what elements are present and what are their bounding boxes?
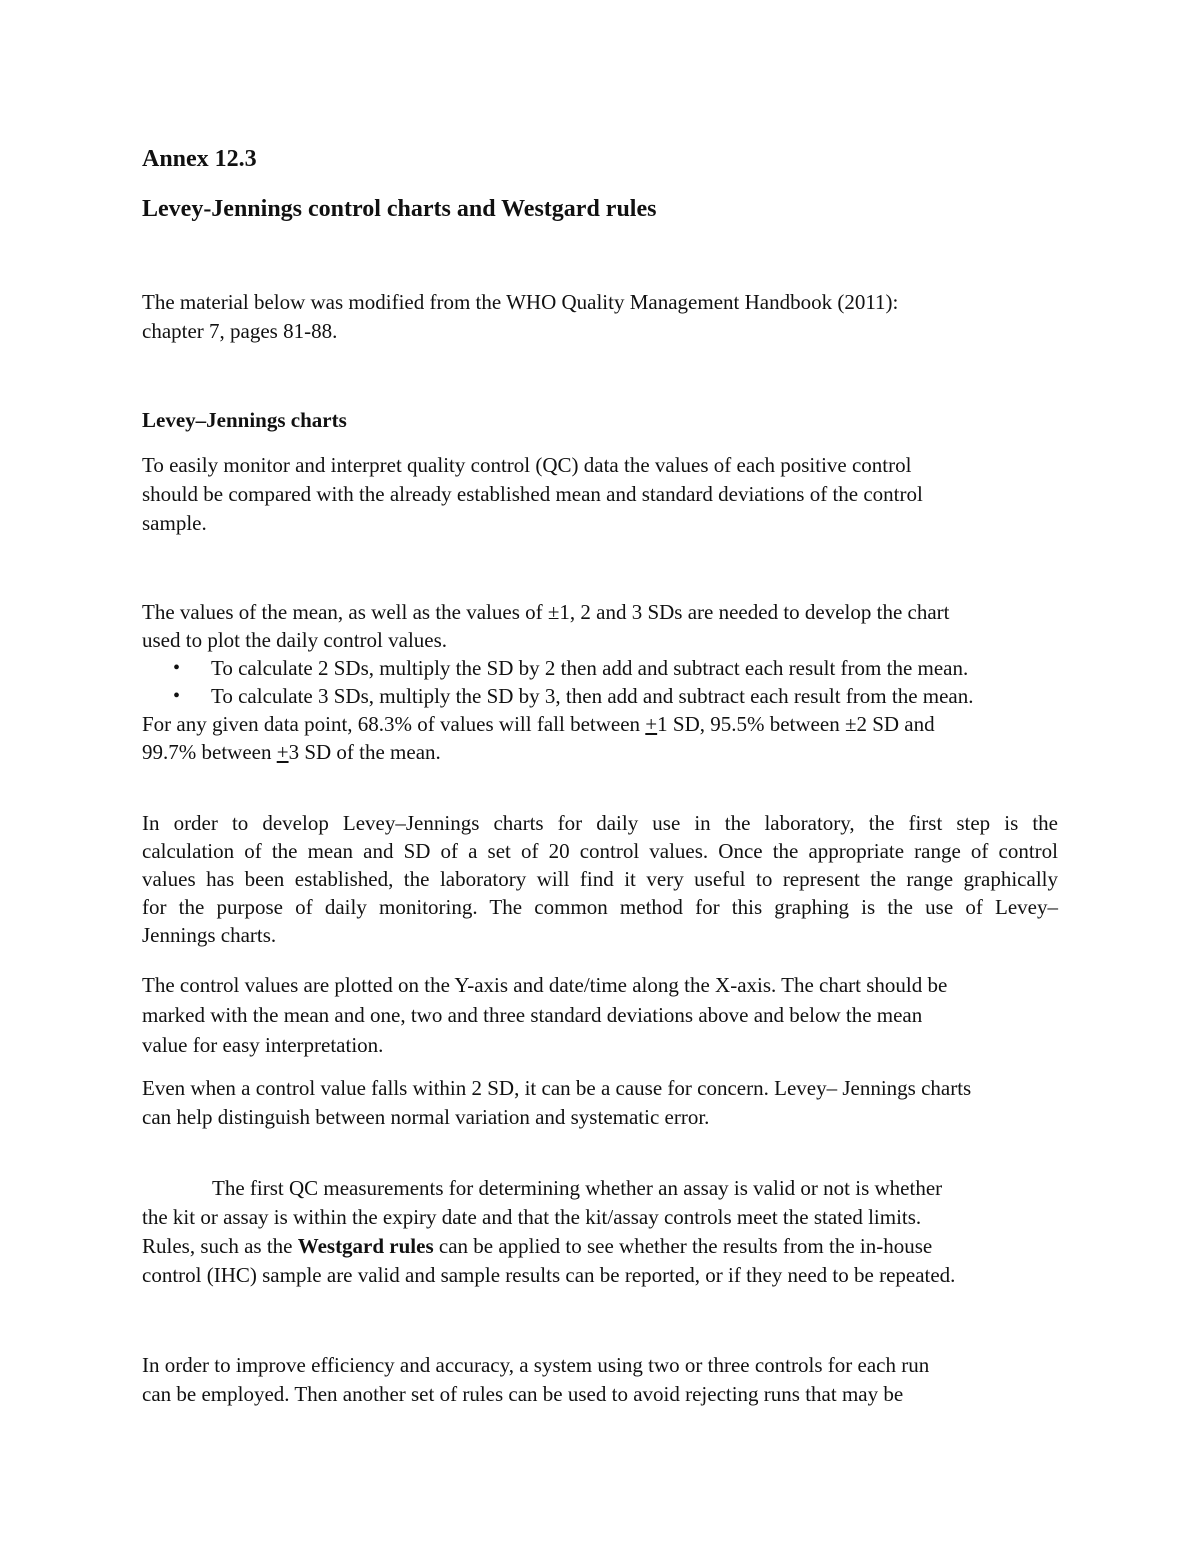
paragraph-4-line-5: Jennings charts.: [142, 923, 277, 947]
annex-number: Annex 12.3: [142, 146, 257, 172]
paragraph-3-text: 1 SD, 95.5% between ±2 SD and: [657, 712, 935, 736]
paragraph-6-line-2: can help distinguish between normal variation and systematic error.: [142, 1105, 710, 1129]
paragraph-7-line-4: control (IHC) sample are valid and sample results can be reported, or if they need to be repeated.: [142, 1263, 956, 1287]
page-title: Levey-Jennings control charts and Westgard rules: [142, 196, 657, 222]
plus-minus-symbol: +: [276, 740, 289, 764]
paragraph-7-line-1: The first QC measurements for determining whether an assay is valid or not is whether: [212, 1176, 943, 1200]
paragraph-1-line-3: sample.: [142, 511, 207, 535]
bullet-marker: •: [173, 657, 181, 679]
paragraph-4-line-4: for the purpose of daily monitoring. The common method for this graphing is the use of Levey–: [142, 895, 1058, 919]
paragraph-8-line-2: can be employed. Then another set of rules can be used to avoid rejecting runs that may be: [142, 1382, 904, 1406]
paragraph-5-line-2: marked with the mean and one, two and three standard deviations above and below the mean: [142, 1003, 923, 1027]
paragraph-3-text: For any given data point, 68.3% of values will fall between: [142, 712, 646, 736]
paragraph-3-text: 99.7% between: [142, 740, 277, 764]
paragraph-2-line-2: used to plot the daily control values.: [142, 628, 448, 652]
bullet-item-1: To calculate 2 SDs, multiply the SD by 2 then add and subtract each result from the mean.: [211, 656, 969, 680]
paragraph-7-text: Rules, such as the: [142, 1234, 298, 1258]
bullet-item-2: To calculate 3 SDs, multiply the SD by 3, then add and subtract each result from the mean.: [211, 684, 974, 708]
paragraph-1-line-1: To easily monitor and interpret quality control (QC) data the values of each positive control: [142, 453, 912, 477]
paragraph-3-line-1: [142, 711, 935, 738]
paragraph-7-text: can be applied to see whether the results from the in-house: [433, 1234, 933, 1258]
section-heading: Levey–Jennings charts: [142, 408, 347, 432]
paragraph-5-line-1: The control values are plotted on the Y-axis and date/time along the X-axis. The chart should be: [142, 973, 948, 997]
paragraph-5-line-3: value for easy interpretation.: [142, 1033, 384, 1057]
intro-line-1: The material below was modified from the WHO Quality Management Handbook (2011):: [142, 290, 899, 314]
paragraph-4-line-2: calculation of the mean and SD of a set of 20 control values. Once the appropriate range of control: [142, 839, 1058, 863]
paragraph-4-line-1: In order to develop Levey–Jennings charts for daily use in the laboratory, the first step is the: [142, 811, 1058, 835]
paragraph-3-text: 3 SD of the mean.: [288, 740, 441, 764]
westgard-rules-term: Westgard rules: [297, 1234, 434, 1258]
paragraph-8-line-1: In order to improve efficiency and accuracy, a system using two or three controls for each run: [142, 1353, 930, 1377]
paragraph-2-line-1: The values of the mean, as well as the values of ±1, 2 and 3 SDs are needed to develop the chart: [142, 600, 950, 624]
plus-minus-symbol: +: [645, 712, 658, 736]
paragraph-4-line-3: values has been established, the laboratory will find it very useful to represent the range graphically: [142, 867, 1058, 891]
paragraph-7-line-2: the kit or assay is within the expiry date and that the kit/assay controls meet the stated limits.: [142, 1205, 922, 1229]
bullet-marker: •: [173, 685, 181, 707]
intro-line-2: chapter 7, pages 81-88.: [142, 319, 338, 343]
paragraph-7-line-3: [142, 1233, 932, 1260]
paragraph-1-line-2: should be compared with the already established mean and standard deviations of the control: [142, 482, 923, 506]
paragraph-6-line-1: Even when a control value falls within 2 SD, it can be a cause for concern. Levey– Jennings charts: [142, 1076, 972, 1100]
paragraph-3-line-2: [142, 739, 441, 766]
